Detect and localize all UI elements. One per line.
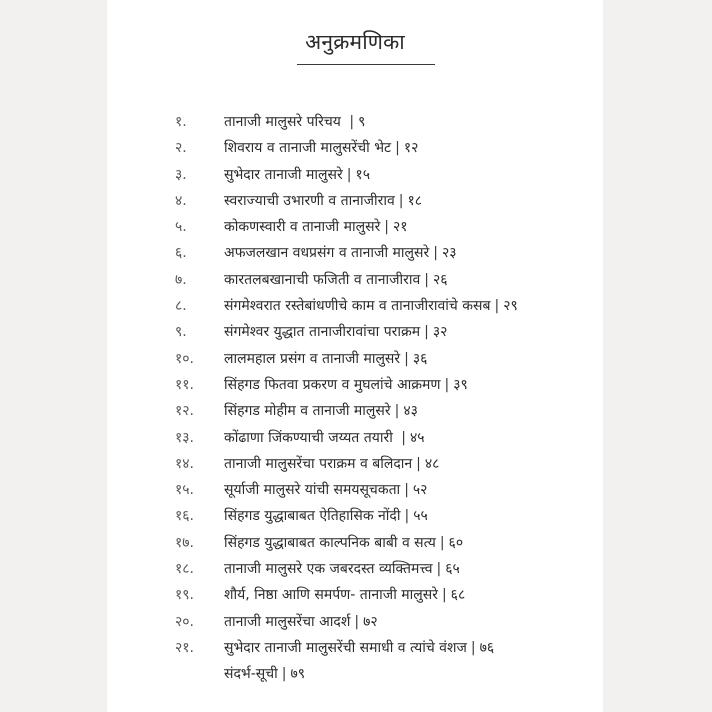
toc-entry: [107, 109, 603, 135]
toc-entry-number: ८.: [175, 298, 187, 315]
separator: |: [441, 587, 447, 604]
toc-entry-title: संगमेश्वर युद्धात तानाजीरावांचा पराक्रम: [224, 324, 421, 341]
toc-entry-title: सूर्याजी मालुसरे यांची समयसूचकता: [224, 482, 401, 499]
toc-entry-title: स्वराज्याची उभारणी व तानाजीराव: [224, 192, 395, 209]
toc-entry-number: २.: [175, 140, 187, 157]
separator: |: [416, 455, 421, 472]
toc-entry-number: ७.: [175, 271, 187, 288]
toc-entry-title: शौर्य, निष्ठा आणि समर्पण- तानाजी मालुसरे: [224, 587, 438, 604]
title-underline: [297, 64, 435, 65]
toc-entry-number: ३.: [175, 166, 187, 183]
toc-entry: [107, 267, 603, 293]
toc-entry-title: शिवराय व तानाजी मालुसरेंची भेट: [224, 140, 392, 157]
toc-entry-title: लालमहाल प्रसंग व तानाजी मालुसरे: [224, 350, 401, 367]
separator: |: [395, 140, 400, 157]
toc-entry-title: संगमेश्वरात रस्तेबांधणीचे काम व तानाजीरावांचे कसब: [224, 298, 491, 315]
toc-entry: [107, 609, 603, 635]
toc-entry-title: संदर्भ-सूची: [224, 666, 278, 683]
book-page: [107, 0, 603, 712]
toc-entry: [107, 503, 603, 529]
toc-entry-number: १३.: [175, 429, 195, 446]
toc-entry-number: २१.: [175, 639, 195, 656]
toc-entry-page: ४८: [424, 455, 440, 472]
toc-entry-number: १७.: [175, 534, 195, 551]
toc-entry-number: १५.: [175, 482, 195, 499]
toc-entry-page: ३६: [412, 350, 428, 367]
toc-entry-title: कारतलबखानाची फजिती व तानाजीराव: [224, 271, 421, 288]
toc-entry-page: १५: [355, 166, 370, 183]
toc-entry-number: ११.: [175, 376, 195, 393]
toc-entry-number: २०.: [175, 613, 195, 630]
toc-entry-number: १०.: [175, 350, 195, 367]
toc-entry-page: ५५: [413, 508, 428, 525]
toc-entry-page: ३२: [432, 324, 448, 341]
toc-entry-page: ७६: [479, 639, 495, 656]
toc-entry: [107, 293, 603, 319]
toc-entry: [107, 240, 603, 266]
toc-entry-page: ५२: [412, 482, 428, 499]
toc-entry-page: २३: [441, 245, 457, 262]
toc-entry-page: ६५: [445, 561, 460, 578]
separator: |: [401, 429, 406, 446]
separator: |: [424, 324, 429, 341]
toc-entry-number: १६.: [175, 508, 195, 525]
toc-entry-page: १२: [403, 140, 419, 157]
toc-entry: [107, 319, 603, 345]
toc-entry-number: १९.: [175, 587, 195, 604]
separator: |: [404, 508, 410, 525]
toc-entry: [107, 188, 603, 214]
toc-entry-title: अफजलखान वधप्रसंग व तानाजी मालुसरे: [224, 245, 430, 262]
toc-entry: [107, 346, 603, 372]
toc-entry: [107, 425, 603, 451]
separator: |: [384, 219, 390, 236]
separator: |: [494, 298, 500, 315]
separator: |: [349, 114, 355, 130]
separator: |: [436, 561, 442, 578]
separator: |: [354, 613, 360, 630]
toc-entry: [107, 556, 603, 582]
separator: |: [404, 482, 409, 499]
toc-entry-number: १२.: [175, 403, 195, 420]
toc-entry-title: तानाजी मालुसरेंचा पराक्रम व बलिदान: [224, 455, 413, 472]
separator: |: [470, 639, 476, 656]
separator: |: [424, 271, 429, 288]
toc-entry-number: १८.: [175, 561, 195, 578]
toc-entry-page: १८: [407, 192, 423, 209]
toc-entry-page: ९: [358, 114, 366, 130]
separator: |: [433, 245, 438, 262]
toc-entry-page: ७९: [290, 666, 306, 683]
toc-entry-title: सुभेदार तानाजी मालुसरेंची समाधी व त्यांचे वंशज: [224, 639, 467, 656]
toc-entry-number: ९.: [175, 324, 187, 341]
toc-entry-number: ४.: [175, 192, 187, 209]
toc-entry-page: ४५: [410, 429, 425, 446]
toc-entry: [107, 398, 603, 424]
toc-entry-number: ६.: [175, 245, 187, 262]
table-of-contents: [107, 109, 603, 688]
toc-entry-page: ६८: [450, 587, 466, 604]
toc-entry-title: तानाजी मालुसरे एक जबरदस्त व्यक्तिमत्त्व: [224, 561, 433, 578]
toc-entry-number: १४.: [175, 455, 195, 472]
separator: |: [398, 192, 404, 209]
toc-entry: [107, 162, 603, 188]
toc-entry-page: ४३: [403, 403, 418, 420]
toc-entry-page: ७२: [363, 613, 378, 630]
toc-entry-title: सिंहगड फितवा प्रकरण व मुघलांचे आक्रमण: [224, 376, 441, 393]
separator: |: [444, 376, 450, 393]
toc-entry-title: तानाजी मालुसरे परिचय: [224, 114, 346, 130]
toc-entry-title: कोंढाणा जिंकण्याची जय्यत तयारी: [224, 429, 398, 446]
toc-entry-title: सुभेदार तानाजी मालुसरे: [224, 166, 343, 183]
toc-entry-page: ३९: [453, 376, 468, 393]
toc-entry: [107, 582, 603, 608]
toc-entry: [107, 135, 603, 161]
separator: |: [439, 534, 445, 551]
toc-entry: [107, 451, 603, 477]
toc-entry: [107, 530, 603, 556]
separator: |: [346, 166, 352, 183]
toc-entry: [107, 372, 603, 398]
separator: |: [404, 350, 409, 367]
toc-entry-number: ५.: [175, 219, 187, 236]
toc-entry-page: ६०: [448, 534, 464, 551]
toc-entry-page: २६: [432, 271, 448, 288]
page-title: अनुक्रमणिका: [305, 30, 405, 54]
toc-entry: [107, 214, 603, 240]
separator: |: [394, 403, 400, 420]
toc-entry-title: सिंहगड युद्धाबाबत ऐतिहासिक नोंदी: [224, 508, 401, 525]
toc-entry-title: तानाजी मालुसरेंचा आदर्श: [224, 613, 351, 630]
toc-entry-references: [107, 661, 603, 687]
toc-entry-title: कोकणस्वारी व तानाजी मालुसरे: [224, 219, 381, 236]
toc-entry-title: सिंहगड मोहीम व तानाजी मालुसरे: [224, 403, 391, 420]
toc-entry: [107, 477, 603, 503]
separator: |: [281, 666, 287, 683]
toc-entry-page: २१: [393, 219, 408, 236]
toc-entry-page: २९: [503, 298, 518, 315]
toc-entry-title: सिंहगड युद्धाबाबत काल्पनिक बाबी व सत्य: [224, 534, 436, 551]
toc-entry: [107, 635, 603, 661]
toc-entry-number: १.: [175, 114, 187, 130]
